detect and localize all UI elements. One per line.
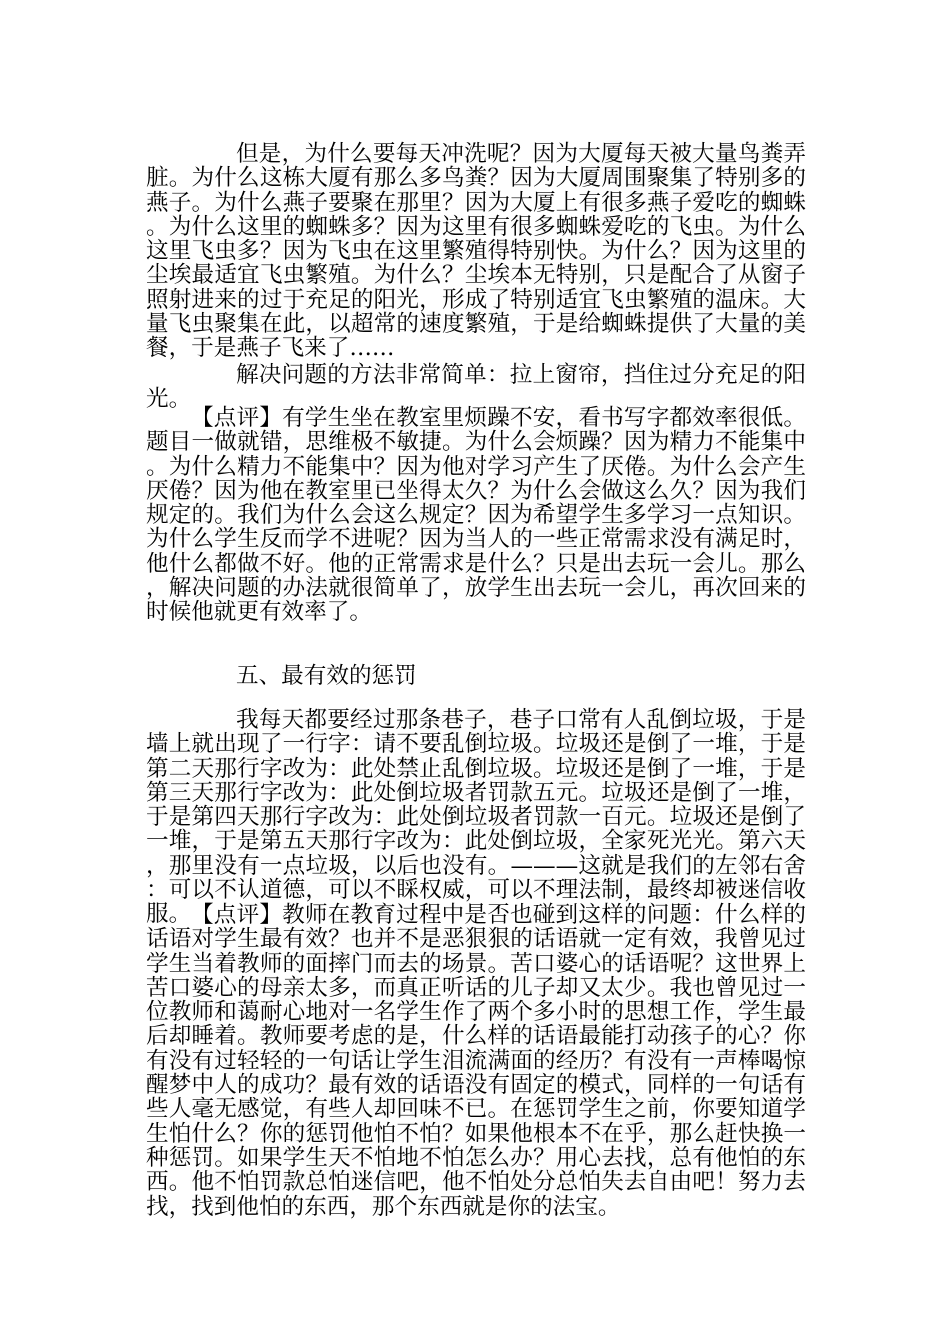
paragraph-alley-story: 我每天都要经过那条巷子，巷子口常有人乱倒垃圾，于是墙上就出现了一行字：请不要乱倒垃圾。垃圾还是倒了一堆，于是第二天那行字改为：此处禁止乱倒垃圾。垃圾还是倒了一堆，于是第三天那行字改为：此处倒垃圾者罚款五元。垃圾还是倒了一堆，于是第四天那行字改为：此处倒垃圾者罚款一百元。垃圾还是倒了一堆，于是第五天那行字改为：此处倒垃圾，全家死光光。第六天，那里没有一点垃圾，以后也没有。———这就是我们的左邻右舍：可以不认道德，可以不睬权威，可以不理法制，最终却被迷信收服。 bbox=[146, 707, 806, 928]
section-heading: 五、最有效的惩罚 bbox=[236, 663, 417, 689]
paragraph-solution: 解决问题的方法非常简单：拉上窗帘，挡住过分充足的阳光。 bbox=[146, 362, 806, 413]
paragraph-dust-story: 但是，为什么要每天冲洗呢？因为大厦每天被大量鸟粪弄脏。为什么这栋大厦有那么多鸟粪？因为大厦周围聚集了特别多的燕子。为什么燕子要聚在那里？因为大厦上有很多燕子爱吃的蜘蛛。为什么这里的蜘蛛多？因为这里有很多蜘蛛爱吃的飞虫。为什么这里飞虫多？因为飞虫在这里繁殖得特别快。为什么？因为这里的尘埃最适宜飞虫繁殖。为什么？尘埃本无特别，只是配合了从窗子照射进来的过于充足的阳光，形成了特别适宜飞虫繁殖的温床。大量飞虫聚集在此，以超常的速度繁殖，于是给蜘蛛提供了大量的美餐，于是燕子飞来了…… bbox=[146, 141, 806, 362]
paragraph-commentary-1: 【点评】有学生坐在教室里烦躁不安，看书写字都效率很低。题目一做就错，思维极不敏捷。为什么会烦躁？因为精力不能集中。为什么精力不能集中？因为他对学习产生了厌倦。为什么会产生厌倦？因为他在教室里已坐得太久？为什么会做这么久？因为我们规定的。我们为什么会这么规定？因为希望学生多学习一点知识。为什么学生反而学不进呢？因为当人的一些正常需求没有满足时，他什么都做不好。他的正常需求是什么？只是出去玩一会儿。那么，解决问题的办法就很简单了，放学生出去玩一会儿，再次回来的时候他就更有效率了。 bbox=[146, 405, 806, 626]
paragraph-commentary-2: 【点评】教师在教育过程中是否也碰到这样的问题：什么样的话语对学生最有效？也并不是恶狠狠的话语就一定有效，我曾见过学生当着教师的面摔门而去的场景。苦口婆心的话语呢？这世界上苦口婆心的母亲太多，而真正听话的儿子却又太少。我也曾见过一位教师和蔼耐心地对一名学生作了两个多小时的思想工作，学生最后却睡着。教师要考虑的是，什么样的话语最能打动孩子的心？你有没有过轻轻的一句话让学生泪流满面的经历？有没有一声棒喝惊醒梦中人的成功？最有效的话语没有固定的模式，同样的一句话有些人毫无感觉，有些人却回味不已。在惩罚学生之前，你要知道学生怕什么？你的惩罚他怕不怕？如果他根本不在乎，那么赶快换一种惩罚。如果学生天不怕地不怕怎么办？用心去找，总有他怕的东西。他不怕罚款总怕迷信吧，他不怕处分总怕失去自由吧！努力去找，找到他怕的东西，那个东西就是你的法宝。 bbox=[146, 902, 806, 1220]
